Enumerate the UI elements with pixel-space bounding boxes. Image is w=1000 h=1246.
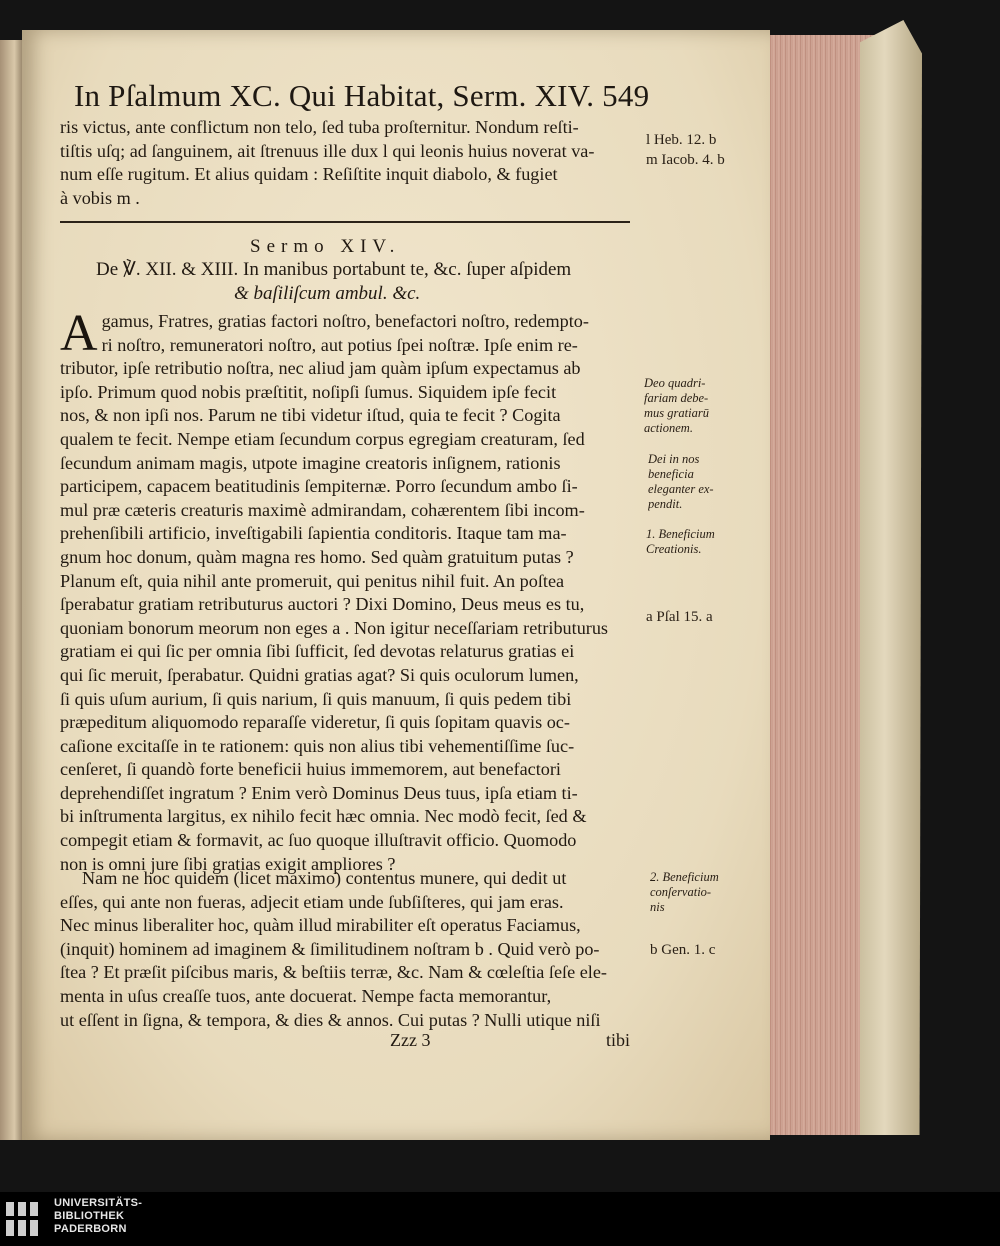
text-line: deprehendiſſet ingratum ? Enim verò Dominus Deus tuus, ipſa etiam ti-	[60, 782, 578, 803]
text-line: nos, & non ipſi nos. Parum ne tibi videtur iſtud, quia te fecit ? Cogita	[60, 405, 561, 426]
text-line: mul præ cæteris creaturis maximè admirandam, cohærentem ſibi incom-	[60, 499, 585, 520]
margin-line: Deo quadri-	[644, 376, 706, 390]
margin-line: eleganter ex-	[648, 482, 714, 496]
drop-cap: A	[60, 305, 98, 362]
sermon-heading	[96, 258, 571, 306]
text-line: Nam ne hoc quidem (licet maximo) contentus munere, qui dedit ut	[82, 868, 567, 888]
text-line: ſperabatur gratiam retributurus auctori ? Dixi Domino, Deus meus es tu,	[60, 594, 585, 615]
text-line: ut eſſent in ſigna, & tempora, & dies & annos. Cui putas ? Nulli utique niſi	[60, 1009, 601, 1030]
top-text-block	[60, 116, 640, 210]
heading-line: De ℣. XII. & XIII. In manibus portabunt te, &c. ſuper aſpidem	[96, 259, 572, 280]
margin-line: 2. Beneficium	[650, 870, 719, 884]
margin-line: Dei in nos	[648, 452, 700, 466]
margin-note-beneficium-2	[650, 870, 719, 915]
margin-note-iacob: m Iacob. 4. b	[646, 152, 725, 168]
text-line: qualem te fecit. Nempe etiam ſecundum corpus egregiam creaturam, ſed	[60, 428, 585, 449]
logo-line: UNIVERSITÄTS-	[54, 1197, 143, 1209]
text-line: ſecundum animam magis, utpote imagine creatoris inſignem, rationis	[60, 452, 561, 473]
text-line: à vobis m .	[60, 187, 140, 208]
text-line: ſi quis uſum aurium, ſi quis narium, ſi quis manuum, ſi quis pedem tibi	[60, 688, 572, 709]
book-cover-edge	[860, 20, 922, 1135]
text-line: compegit etiam & formavit, ac ſuo quoque illuſtravit officio. Quomodo	[60, 830, 577, 851]
text-line: num eſſe rugitum. Et alius quidam : Reſiſtite inquit diabolo, & fugiet	[60, 164, 558, 185]
section-divider	[60, 221, 630, 223]
text-line: quoniam bonorum meorum non eges a . Non igitur neceſſariam retributurus	[60, 617, 609, 638]
heading-line: & baſiliſcum ambul. &c.	[234, 283, 421, 304]
sermon-title: Sermo XIV.	[250, 236, 401, 257]
text-line: gnum hoc donum, quàm magna res homo. Sed quàm gratuitum putas ?	[60, 546, 574, 567]
margin-line: actionem.	[644, 421, 693, 435]
running-head: In Pſalmum XC. Qui Habitat, Serm. XIV. 549	[74, 78, 650, 113]
catchword: tibi	[606, 1030, 631, 1050]
margin-note-deo	[644, 376, 709, 436]
margin-note-psal: a Pſal 15. a	[646, 609, 713, 625]
text-line: eſſes, qui ante non fueras, adjecit etiam unde ſubſiſteres, qui jam eras.	[60, 891, 564, 912]
text-line: tiſtis uſq; ad ſanguinem, ait ſtrenuus ille dux l qui leonis huius noverat va-	[60, 140, 595, 161]
text-line: menta in uſus creaſſe tuos, ante docuerat. Nempe facta memorantur,	[60, 985, 552, 1006]
text-line: cenſeret, ſi quandò forte beneficii huius immemorem, aut benefactori	[60, 759, 561, 780]
margin-line: conſervatio-	[650, 885, 712, 899]
margin-note-dei	[648, 452, 714, 512]
signature-mark: Zzz 3	[390, 1030, 431, 1050]
logo-line: BIBLIOTHEK	[54, 1210, 125, 1222]
margin-line: nis	[650, 900, 665, 914]
logo-line: PADERBORN	[54, 1223, 127, 1235]
margin-note-beneficium-1	[646, 527, 715, 557]
text-line: ri noſtro, remuneratori noſtro, aut potius ſpei noſtræ. Ipſe enim re-	[101, 334, 578, 355]
library-logo-bar	[0, 1192, 1000, 1246]
margin-line: fariam debe-	[644, 391, 709, 405]
library-logo-text	[54, 1197, 142, 1236]
margin-line: 1. Beneficium	[646, 527, 715, 541]
margin-line: Creationis.	[646, 542, 702, 556]
paragraph-1	[60, 305, 640, 876]
text-line: ipſo. Primum quod nobis præſtitit, noſipſi ſumus. Siquidem ipſe fecit	[60, 381, 557, 402]
library-logo-icon	[4, 1198, 48, 1240]
margin-line: pendit.	[648, 497, 683, 511]
text-line: tributor, ipſe retributio noſtra, nec aliud jam quàm ipſum expectamus ab	[60, 358, 581, 379]
text-line: (inquit) hominem ad imaginem & ſimilitudinem noſtram b . Quid verò po-	[60, 938, 600, 959]
text-line: Planum eſt, quia nihil ante promeruit, qui penitus nihil fuit. An poſtea	[60, 570, 565, 591]
text-line: bi inſtrumenta largitus, ex nihilo fecit hæc omnia. Nec modò fecit, ſed &	[60, 806, 587, 827]
text-line: non is omni jure ſibi gratias exigit ampliores ?	[60, 853, 396, 874]
margin-line: beneficia	[648, 467, 694, 481]
margin-line: mus gratiarū	[644, 406, 709, 420]
text-line: gamus, Fratres, gratias factori noſtro, benefactori noſtro, redempto-	[101, 311, 589, 331]
text-line: prehenſibili artificio, inveſtigabili ſapientia conditoris. Itaque tam ma-	[60, 523, 567, 544]
left-page-edge	[0, 40, 24, 1140]
margin-note-heb: l Heb. 12. b	[646, 132, 717, 148]
text-line: caſione excitaſſe in te rationem: quis non alius tibi vehementiſſime ſuc-	[60, 735, 575, 756]
text-line: præpeditum aliquomodo reparaſſe videretur, ſi quis ſopitam quavis oc-	[60, 712, 570, 733]
text-line: gratiam ei qui ſic per omnia ſibi ſufficit, ſed devotas relaturus gratias ei	[60, 641, 575, 662]
paragraph-2	[60, 867, 640, 1032]
text-line: qui ſic meruit, ſperabatur. Quidni gratias agat? Si quis oculorum lumen,	[60, 664, 579, 685]
text-line: participem, capacem beatitudinis ſempiternæ. Porro ſecundum ambo ſi-	[60, 476, 578, 497]
text-line: ris victus, ante conflictum non telo, ſed tuba proſternitur. Nondum reſti-	[60, 117, 579, 137]
text-line: Nec minus liberaliter hoc, quàm illud mirabiliter eſt operatus Faciamus,	[60, 915, 581, 936]
text-line: ſtea ? Et præſit piſcibus maris, & beſtiis terræ, &c. Nam & cœleſtia ſeſe ele-	[60, 962, 607, 983]
margin-note-gen: b Gen. 1. c	[650, 942, 716, 958]
